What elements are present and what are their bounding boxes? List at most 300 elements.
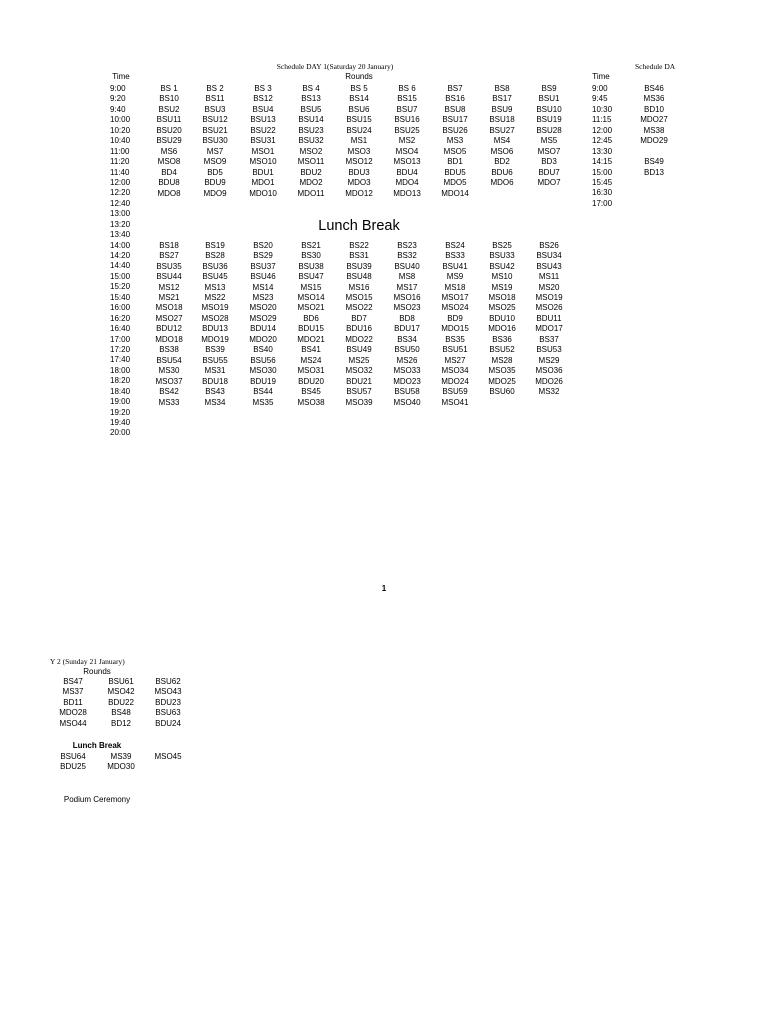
round-cell: BS 4 (302, 84, 320, 93)
round-cell: BSU55 (202, 355, 228, 365)
day2-round-cell: MS36 (643, 94, 665, 104)
round-cell: MS6 (160, 146, 178, 156)
round-cell: BS29 (253, 251, 273, 261)
round-cell: MDO19 (201, 334, 229, 344)
time-slot: 17:00 (110, 334, 131, 344)
round-cell: BSU57 (346, 387, 372, 397)
round-cell: MSO5 (443, 146, 467, 156)
round-cell: BD8 (399, 313, 415, 323)
round-cell: BSU1 (538, 94, 560, 104)
day2-title-partial: Schedule DA (635, 62, 676, 71)
round-cell: MS30 (158, 366, 180, 376)
page2-round-cell: MS37 (62, 687, 84, 697)
round-cell: BDU15 (298, 324, 324, 334)
rounds-header: Rounds (345, 72, 373, 81)
round-cell: MS21 (158, 293, 180, 302)
round-cell: MDO1 (251, 178, 275, 188)
round-cell: MSO24 (441, 303, 469, 313)
round-cell: MDO3 (347, 178, 371, 188)
round-cell: MS18 (444, 282, 466, 292)
round-cell: BSU12 (202, 115, 228, 125)
round-cell: BSU54 (156, 355, 182, 365)
round-cell: MS20 (538, 282, 560, 292)
round-cell: BS13 (301, 94, 321, 104)
round-cell: MSO33 (393, 366, 421, 376)
round-cell: MDO8 (157, 188, 181, 198)
page2-round-cell: MDO30 (107, 762, 135, 772)
round-cell: BD6 (303, 313, 319, 323)
round-cell: BS 2 (206, 84, 224, 93)
round-cell: MS1 (350, 136, 368, 146)
round-cell: MSO22 (345, 303, 373, 313)
round-cell: BSU56 (250, 355, 276, 365)
round-cell: MSO37 (155, 376, 183, 386)
time-slot: 17:20 (110, 344, 131, 354)
round-cell: MSO20 (249, 303, 277, 313)
round-cell: MS24 (300, 355, 322, 365)
round-cell: BSU3 (204, 104, 226, 114)
round-cell: BDU19 (250, 376, 276, 386)
day2-time-column (592, 84, 612, 209)
lunch-break-label: Lunch Break (318, 218, 400, 234)
page2-round-cell: BDU22 (108, 697, 134, 707)
round-cell: BS40 (253, 345, 273, 355)
round-cell: BDU9 (204, 178, 226, 188)
round-cell: BSU38 (298, 261, 324, 271)
round-cell: BSU52 (489, 345, 515, 355)
round-cell: MS12 (158, 282, 180, 292)
round-cell: MSO12 (345, 157, 373, 167)
round-cell: BS45 (301, 387, 321, 397)
day2-time-slot: 16:30 (592, 188, 613, 198)
day2-time-slot: 10:30 (592, 104, 613, 114)
round-cell: BSU21 (202, 125, 228, 135)
time-slot: 13:00 (110, 209, 131, 219)
round-cell: BSU20 (156, 125, 182, 135)
round-cell: BDU21 (346, 376, 372, 386)
round-cell: BD7 (351, 313, 367, 323)
round-cell: MS7 (206, 146, 224, 156)
round-cell: MDO22 (345, 334, 373, 344)
round-cell: BSU14 (298, 115, 324, 125)
time-slot: 16:20 (110, 313, 131, 323)
time-slot: 12:40 (110, 198, 131, 208)
round-cell: BDU16 (346, 324, 372, 334)
round-cell: BS27 (159, 251, 179, 261)
round-cell: MS25 (348, 355, 370, 365)
round-cell: MDO15 (441, 324, 469, 334)
podium-ceremony: Podium Ceremony (63, 795, 131, 804)
round-cell: MDO23 (393, 376, 421, 386)
round-cell: BSU37 (250, 261, 276, 271)
page2-round-cell: MSO45 (154, 752, 182, 761)
day2-time-slot: 15:45 (592, 177, 613, 187)
round-cell: BS12 (253, 94, 273, 104)
round-cell: BS8 (494, 84, 510, 93)
round-cell: BS37 (539, 334, 559, 344)
round-cell: BDU2 (300, 167, 322, 177)
round-cell: BSU42 (489, 261, 515, 271)
round-cell: BS32 (397, 251, 417, 261)
round-cell: BSU28 (536, 125, 562, 135)
day2-time-slot: 14:15 (592, 157, 613, 167)
page2-round-cell: MSO42 (107, 687, 135, 697)
round-cell: MSO39 (345, 397, 373, 407)
round-cell: BSU8 (444, 104, 466, 114)
round-cell: BSU30 (202, 136, 228, 146)
round-cell: BSU45 (202, 272, 228, 282)
round-cell: MSO11 (297, 157, 325, 167)
page2-rounds-header: Rounds (83, 667, 111, 676)
round-cell: MSO7 (537, 146, 561, 156)
round-cell: BD4 (161, 167, 177, 177)
round-cell: MDO11 (297, 188, 325, 198)
time-slot: 10:40 (110, 136, 131, 146)
round-cell: BSU49 (346, 345, 372, 355)
round-cell: MSO29 (249, 313, 277, 323)
round-cell: MS8 (398, 272, 416, 282)
day2-time-header: Time (592, 72, 610, 81)
round-cell: BS24 (445, 240, 465, 250)
round-cell: MSO32 (345, 366, 373, 376)
round-cell: BSU17 (442, 115, 468, 125)
round-cell: MS28 (491, 355, 513, 365)
round-cell: BSU29 (156, 136, 182, 146)
page2-round-cell: BD11 (63, 697, 83, 707)
round-cell: MDO20 (249, 334, 277, 344)
round-cell: MSO41 (441, 397, 469, 407)
page2-round-cell: BSU63 (155, 708, 181, 718)
round-cell: BSU50 (394, 345, 420, 355)
round-cell: BSU60 (489, 387, 515, 397)
round-cell: BSU41 (442, 261, 468, 271)
page2-round-cell: BDU24 (155, 718, 181, 728)
round-cell: MSO16 (393, 293, 421, 302)
day2-time-slot: 13:30 (592, 146, 613, 156)
round-cell: BS33 (445, 251, 465, 261)
round-cell: BS28 (205, 251, 225, 261)
round-cell: BSU2 (158, 104, 180, 114)
time-slot: 9:00 (110, 84, 126, 93)
round-cell: MSO31 (297, 366, 325, 376)
round-cell: MSO17 (441, 293, 469, 302)
time-slot: 15:40 (110, 292, 131, 302)
round-cell: MDO26 (535, 376, 563, 386)
round-cell: MDO25 (488, 376, 516, 386)
round-cell: BS36 (492, 334, 512, 344)
round-cell: BS34 (397, 334, 417, 344)
round-cell: MSO6 (490, 146, 514, 156)
round-cell: MDO9 (203, 188, 227, 198)
day2-round-cell: BS46 (644, 84, 664, 93)
round-cell: BSU15 (346, 115, 372, 125)
round-cell: MDO2 (299, 178, 323, 188)
round-cell: BDU14 (250, 324, 276, 334)
round-cell: BSU44 (156, 272, 182, 282)
round-cell: MSO34 (441, 366, 469, 376)
round-cell: MDO24 (441, 376, 469, 386)
round-cell: BS 6 (398, 84, 416, 93)
round-cell: BS17 (492, 94, 512, 104)
page2-title-partial: Y 2 (Sunday 21 January) (50, 657, 125, 666)
round-cell: BSU34 (536, 251, 562, 261)
time-slot: 19:40 (110, 418, 131, 427)
round-cell: BSU33 (489, 251, 515, 261)
round-cell: MSO25 (488, 303, 516, 313)
round-cell: MS2 (398, 136, 416, 146)
round-cell: BSU39 (346, 261, 372, 271)
round-cell: BS 5 (350, 84, 368, 93)
round-cell: MS26 (396, 355, 418, 365)
day2-time-slot: 9:45 (592, 94, 608, 104)
round-cell: BD9 (447, 313, 463, 323)
round-cell: BDU8 (158, 178, 180, 188)
time-column (110, 84, 130, 439)
round-cell: BS21 (301, 240, 321, 250)
round-cell: BS22 (349, 240, 369, 250)
round-cell: MS31 (204, 366, 226, 376)
round-cell: BS7 (447, 84, 463, 93)
page-number: 1 (381, 584, 387, 593)
round-cell: BSU6 (348, 104, 370, 114)
round-cell: BS 3 (254, 84, 272, 93)
round-cell: BS31 (349, 251, 369, 261)
round-cell: BS39 (205, 345, 225, 355)
day2-time-slot: 15:00 (592, 167, 613, 177)
round-cell: MSO10 (249, 157, 277, 167)
day2-round-cell: BD10 (643, 104, 665, 114)
round-cell: MS29 (538, 355, 560, 365)
round-cell: BS43 (205, 387, 225, 397)
time-slot: 18:40 (110, 386, 131, 396)
round-cell: BS15 (397, 94, 417, 104)
page2-round-cell: BSU62 (155, 677, 181, 686)
round-cell: BSU10 (536, 104, 562, 114)
round-cell: MS35 (252, 397, 274, 407)
round-cell: BSU23 (298, 125, 324, 135)
round-cell: BS38 (159, 345, 179, 355)
round-cell: BSU19 (536, 115, 562, 125)
round-cell: MSO40 (393, 397, 421, 407)
round-cell: BS23 (397, 240, 417, 250)
round-cell: MDO4 (395, 178, 419, 188)
round-cell: MS11 (538, 272, 560, 282)
round-cell: BS30 (301, 251, 321, 261)
round-cell: MS23 (252, 293, 274, 302)
round-cell: BS10 (159, 94, 179, 104)
round-cell: MSO15 (345, 293, 373, 302)
time-slot: 10:00 (110, 115, 131, 125)
round-cell: MS19 (491, 282, 513, 292)
time-slot: 12:20 (110, 188, 131, 198)
round-cell: BSU27 (489, 125, 515, 135)
time-slot: 19:00 (110, 397, 131, 407)
round-cell: MDO21 (297, 334, 325, 344)
round-cell: MS3 (446, 136, 464, 146)
round-cell: BS16 (445, 94, 465, 104)
day1-title: Schedule DAY 1(Saturday 20 January) (276, 62, 394, 71)
round-cell: BSU40 (394, 261, 420, 271)
round-cell: BS19 (205, 240, 225, 250)
time-header: Time (112, 72, 130, 81)
round-cell: MSO30 (249, 366, 277, 376)
round-cell: BD3 (541, 157, 557, 167)
day2-round-cell: BD13 (643, 167, 665, 177)
page2-round-cell: MDO28 (59, 708, 87, 718)
round-cell: MSO8 (157, 157, 181, 167)
time-slot: 11:40 (110, 167, 130, 177)
round-cell: BS20 (253, 240, 273, 250)
round-cell: BSU24 (346, 125, 372, 135)
day2-time-slot: 12:00 (592, 125, 613, 135)
round-cell: MS27 (444, 355, 466, 365)
time-slot: 11:20 (110, 157, 130, 167)
round-cell: MDO7 (537, 178, 561, 188)
round-cell: BDU6 (491, 167, 513, 177)
round-cell: BSU9 (491, 104, 513, 114)
round-cell: MDO5 (443, 178, 467, 188)
round-cell: BSU22 (250, 125, 276, 135)
round-cell: MS10 (491, 272, 513, 282)
round-cell: MSO4 (395, 146, 419, 156)
day2-round-cell: MS38 (643, 125, 665, 135)
page2-round-cell: MSO43 (154, 687, 182, 697)
round-cell: BSU31 (250, 136, 276, 146)
page2-lunch-break-label: Lunch Break (72, 741, 122, 750)
round-cell: MS34 (204, 397, 226, 407)
round-cell: BS18 (159, 240, 179, 250)
round-cell: BSU58 (394, 387, 420, 397)
round-cell: BSU7 (396, 104, 418, 114)
round-cell: MS13 (204, 282, 226, 292)
round-cell: MS5 (540, 136, 558, 146)
page2-round-cell: MS39 (110, 752, 132, 761)
time-slot: 13:40 (110, 230, 131, 240)
round-cell: MDO14 (441, 188, 469, 198)
page2-round-cell: BSU64 (60, 752, 86, 761)
round-cell: MDO17 (535, 324, 563, 334)
time-slot: 14:40 (110, 261, 131, 271)
time-slot: 19:20 (110, 407, 131, 417)
round-cell: BS25 (492, 240, 512, 250)
round-cell: BSU18 (489, 115, 515, 125)
round-cell: MS4 (493, 136, 511, 146)
round-cell: BSU53 (536, 345, 562, 355)
time-slot: 15:20 (110, 282, 131, 292)
round-cell: MSO35 (488, 366, 516, 376)
round-cell: BDU17 (394, 324, 420, 334)
time-slot: 16:40 (110, 324, 131, 334)
time-slot: 14:00 (110, 240, 131, 250)
round-cell: MS22 (204, 293, 226, 302)
round-cell: BS11 (205, 94, 225, 104)
page2-round-cell: BS48 (111, 708, 131, 718)
round-cell: BSU59 (442, 387, 468, 397)
round-cell: BSU13 (250, 115, 276, 125)
round-cell: MDO13 (393, 188, 421, 198)
round-cell: MSO19 (535, 293, 563, 302)
day2-time-slot: 11:15 (592, 115, 612, 125)
round-cell: BS26 (539, 240, 559, 250)
time-slot: 10:20 (110, 125, 131, 135)
round-cell: BS9 (541, 84, 557, 93)
round-cell: BSU51 (442, 345, 468, 355)
round-cell: BS 1 (160, 84, 178, 93)
round-cell: MSO23 (393, 303, 421, 313)
round-cell: BDU11 (536, 313, 562, 323)
round-cell: BS41 (301, 345, 321, 355)
round-cell: MDO12 (345, 188, 373, 198)
round-cell: BS42 (159, 387, 179, 397)
time-slot: 13:20 (110, 219, 131, 229)
round-cell: MSO2 (299, 146, 323, 156)
page2-round-cell: BSU61 (108, 677, 134, 686)
round-cell: BDU1 (252, 167, 274, 177)
round-cell: MSO14 (297, 293, 325, 302)
round-cell: MS33 (158, 397, 180, 407)
round-cell: BSU5 (300, 104, 322, 114)
round-cell: MS9 (446, 272, 464, 282)
round-cell: BDU3 (348, 167, 370, 177)
round-cell: MDO16 (488, 324, 516, 334)
round-cell: MS17 (396, 282, 418, 292)
round-cell: BSU43 (536, 261, 562, 271)
round-cell: BD5 (207, 167, 223, 177)
round-cell: MSO1 (251, 146, 275, 156)
time-slot: 18:20 (110, 376, 131, 386)
page2-round-cell: BD12 (110, 718, 132, 728)
round-cell: BSU26 (442, 125, 468, 135)
round-cell: BSU25 (394, 125, 420, 135)
round-cell: BDU18 (202, 376, 228, 386)
time-slot: 16:00 (110, 303, 131, 313)
round-cell: BDU7 (538, 167, 560, 177)
time-slot: 14:20 (110, 251, 131, 260)
round-cell: MDO18 (155, 334, 183, 344)
round-cell: MSO18 (155, 303, 183, 313)
round-cell: BSU32 (298, 136, 324, 146)
round-cell: MS16 (348, 282, 370, 292)
day2-time-slot: 9:00 (592, 84, 608, 93)
round-cell: BDU10 (489, 313, 515, 323)
round-cell: BSU47 (298, 272, 324, 282)
time-slot: 15:00 (110, 271, 131, 281)
day2-time-slot: 17:00 (592, 198, 613, 208)
round-cell: MS32 (538, 387, 560, 397)
time-slot: 9:20 (110, 94, 126, 104)
time-slot: 11:00 (110, 146, 130, 156)
round-cell: BD1 (447, 157, 463, 167)
round-cell: BD2 (494, 157, 510, 167)
time-slot: 18:00 (110, 365, 131, 375)
round-cell: BSU4 (252, 104, 274, 114)
day2-round-cell: MDO27 (640, 115, 668, 125)
round-cell: MSO9 (203, 157, 227, 167)
round-cell: MSO13 (393, 157, 421, 167)
day2-time-slot: 12:45 (592, 136, 613, 146)
round-cell: BS44 (253, 387, 273, 397)
round-cell: BDU5 (444, 167, 466, 177)
round-cell: BS14 (349, 94, 369, 104)
round-cell: MSO28 (201, 313, 229, 323)
round-cell: MSO21 (297, 303, 325, 313)
time-slot: 20:00 (110, 428, 131, 438)
round-cell: MSO18 (488, 293, 516, 302)
round-cell: BSU48 (346, 272, 372, 282)
time-slot: 9:40 (110, 104, 126, 114)
round-cell: BSU36 (202, 261, 228, 271)
round-cell: MSO3 (347, 146, 371, 156)
